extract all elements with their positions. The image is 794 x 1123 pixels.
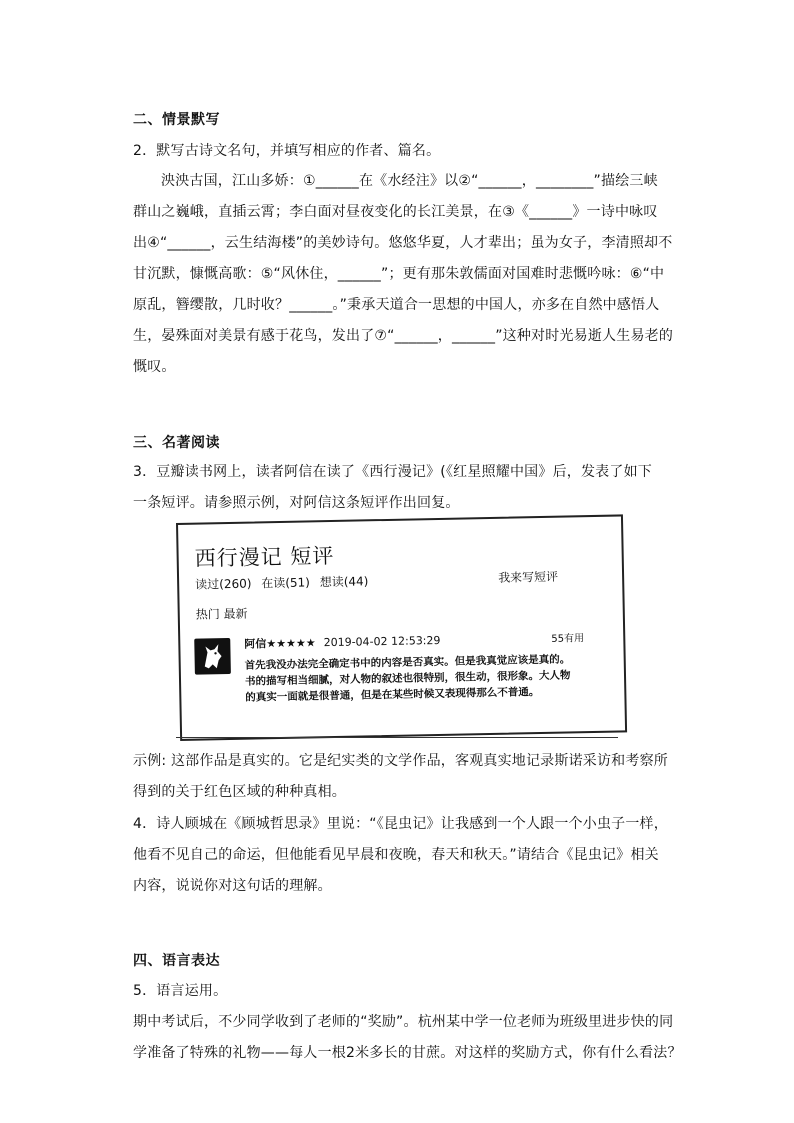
review-line: 首先我没办法完全确定书中的内容是否真实。但是我真觉应该是真的。 <box>244 653 571 672</box>
paragraph-line: 群山之巍峨，直插云霄；李白面对昼夜变化的长江美景，在③《______》一诗中咏叹 <box>133 204 658 220</box>
avatar <box>194 638 231 675</box>
review-card <box>176 514 627 741</box>
review-date: 2019-04-02 12:53:29 <box>323 633 441 650</box>
example-line: 得到的关于红色区域的种种真相。 <box>133 784 346 800</box>
question-3-line: 3．豆瓣读书网上，读者阿信在读了《西行漫记》(《红星照耀中国》后，发表了如下 <box>133 464 652 480</box>
question-3-line: 一条短评。请参照示例，对阿信这条短评作出回复。 <box>133 495 460 511</box>
section-heading-4: 四、语言表达 <box>133 953 220 969</box>
question-4-line: 4．诗人顾城在《顾城哲思录》里说：“《昆虫记》让我感到一个人跟一个小虫子一样， <box>133 816 668 832</box>
paragraph-line: 原乱，簪缨散，几时收？______。”秉承天道合一思想的中国人，亦多在自然中感悟人 <box>133 297 660 313</box>
stat-want[interactable]: 想读(44) <box>319 574 369 590</box>
review-line: 书的描写相当细腻，对人物的叙述也很特别，很生动，很形象。大人物 <box>244 669 571 688</box>
paragraph-line: 生，晏殊面对美景有感于花鸟，发出了⑦“______，______”这种对时光易逝人生易老的 <box>133 328 674 344</box>
question-5-prompt: 5．语言运用。 <box>133 983 228 999</box>
paragraph-line: 出④“______，云生结海楼”的美妙诗句。悠悠华夏，人才辈出；虽为女子，李清照却不 <box>133 235 673 251</box>
write-review-link[interactable]: 我来写短评 <box>497 569 559 585</box>
stat-reading[interactable]: 在读(51) <box>261 575 311 591</box>
useful-count[interactable]: 55有用 <box>551 633 585 645</box>
card-tabs[interactable]: 热门 最新 <box>195 606 248 622</box>
paragraph-line: 甘沉默，慷慨高歌：⑤“风休住，______”；更有那朱敦儒面对国难时悲慨吟咏：⑥“中 <box>133 266 665 282</box>
card-stats <box>195 572 375 592</box>
question-5-line: 学准备了特殊的礼物——每人一根2米多长的甘蔗。对这样的奖励方式，你有什么看法？ <box>133 1045 682 1061</box>
section-heading-2: 二、情景默写 <box>133 112 220 128</box>
stat-read[interactable]: 读过(260) <box>195 576 252 592</box>
paragraph-line: 泱泱古国，江山多娇：①______在《水经注》以②“______，________”描绘三峡 <box>161 173 658 189</box>
review-line: 的真实一面就是很普通，但是在某些时候又表现得那么不普通。 <box>245 686 540 704</box>
card-divider <box>176 737 618 738</box>
question-2-prompt: 2．默写古诗文名句，并填写相应的作者、篇名。 <box>133 143 441 159</box>
review-header <box>244 632 440 652</box>
example-line: 示例: 这部作品是真实的。它是纪实类的文学作品，客观真实地记录斯诺采访和考察所 <box>133 753 668 769</box>
card-title: 西行漫记 短评 <box>194 543 335 571</box>
review-body <box>245 651 606 706</box>
question-4-line: 内容，说说你对这句话的理解。 <box>133 878 332 894</box>
question-4-line: 他看不见自己的命运，但他能看见早晨和夜晚，春天和秋天。”请结合《昆虫记》相关 <box>133 847 659 863</box>
question-5-line: 期中考试后，不少同学收到了老师的“奖励”。杭州某中学一位老师为班级里进步快的同 <box>133 1014 674 1030</box>
reviewer-name[interactable]: 阿信★★★★★ <box>244 636 316 651</box>
fox-icon <box>194 638 231 675</box>
section-heading-3: 三、名著阅读 <box>133 435 220 451</box>
paragraph-line: 慨叹。 <box>133 359 176 375</box>
